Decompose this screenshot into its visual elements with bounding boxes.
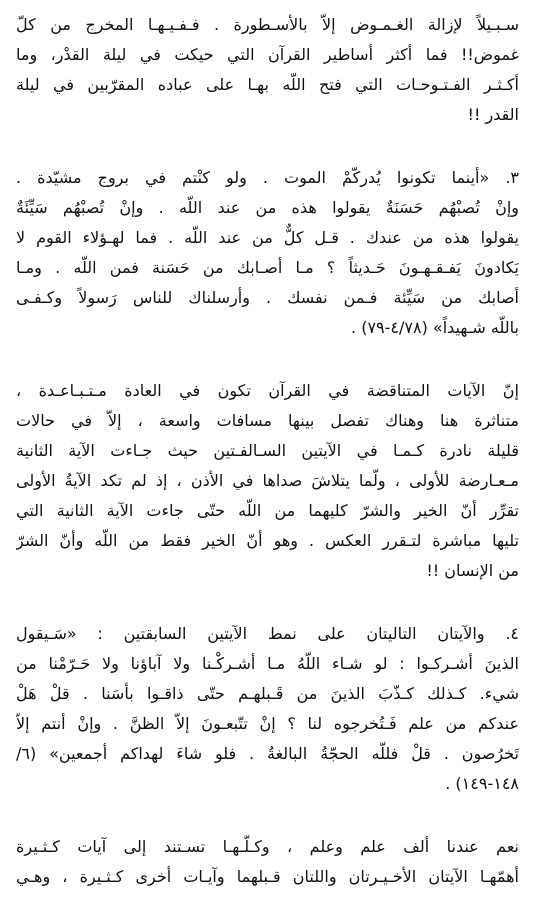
text-line: باللّه شـهيداً» (٤/٧٨-٧٩) .	[351, 318, 519, 337]
text-line: ٣. «أينما تكونوا يُدركّمْ الموت . ولو كنْتم في بروج مشيّدة .	[16, 168, 519, 187]
text-line: وإنْ تُصبْهُم حَسَنَةٌ يقولوا هذه من عند اللّه . وإنْ تُصبْهُم سَيِّئَةٌ	[16, 198, 519, 217]
text-line: تليها مباشرة لتـقرر العكس . وهو أنّ الخير فقط من اللّه وأنّ الشرّ	[16, 531, 519, 550]
paragraph-1	[16, 10, 519, 130]
text-line: عندكم من علم فَـتُخرجوه لنا ؟ إنْ تتّبعـونَ إلاّ الظنَّ . وإنْ أنتم إلاّ	[16, 714, 519, 733]
text-line: تقرِّر أنّ الخير والشرّ كليهما من اللّه حتّى جاءت الآية الثانية التي	[16, 501, 519, 520]
text-line: من الإنسان !!	[426, 561, 519, 580]
paragraph-gap	[16, 586, 519, 619]
text-line: قليلة نادرة كـمـا في الآيتين السـالفـتين حيث جـاءت الآية الثانية	[16, 441, 519, 460]
text-line: متناثرة هنا وهناك تفصل بينها مسافات واسعة ، إلاّ في حالات	[16, 411, 519, 430]
text-line: تَخرُصون . قلْ فللّه الحجّةُ البالغةُ . فلو شاءَ لهداكم أجمعين» (٦/	[16, 744, 519, 763]
text-line: شيء. كـذلك كـذّبَ الذينَ من قَـبلهـم حتّى ذاقـوا بأسَنا . قلْ هَلْ	[16, 684, 519, 703]
paragraph-2	[16, 163, 519, 343]
text-line: سـبـيلاً لإزالة الغـمـوض إلاّ بالأسـطورة . فـفـيـهـا المخرج من كلّ	[16, 15, 519, 34]
text-line: غموض!! فما أكثر أساطير القرآن التي حيكت في ليلة القدْر، وما	[16, 45, 519, 64]
text-line: نعم عندنا ألف علم وعلم ، وكـلّـهـا تسـتند إلى آيات كـثـيرة	[16, 837, 519, 856]
paragraph-3	[16, 376, 519, 586]
text-line: أصابك من سَيِّئة فـمن نفسك . وأرسلناك للناس رَسولاً وكـفـى	[16, 288, 519, 307]
text-line: إنّ الآيات المتناقضة في القرآن تكون في العادة مـتـبـاعـدة ،	[16, 381, 519, 400]
paragraph-4	[16, 619, 519, 799]
text-line: ١٤٨-١٤٩) .	[445, 774, 519, 793]
text-line: ٤. والآيتان التاليتان على نمط الآيتين السابقتين : «سَـيقول	[16, 624, 519, 643]
text-line: مـعـارضة للأولى ، ولّما يتلاشَ صداها في الأذن ، إذ لم تكد الآيةُ الأولى	[16, 471, 519, 490]
text-line: أكـثـر الفـتـوحـات التي فتح اللّه بهـا على عباده المقرّبين في ليلة	[16, 75, 519, 94]
text-line: الذينَ أشـركـوا : لو شـاء اللّهُ مـا أشـركْـنا ولا آباؤنا ولا حَـرّمْنا من	[16, 654, 519, 673]
paragraph-gap	[16, 799, 519, 832]
paragraph-5	[16, 832, 519, 892]
paragraph-gap	[16, 343, 519, 376]
text-line: القدر !!	[467, 105, 519, 124]
text-line: يَكادونَ يَفـقـهـونَ حَـديثاً ؟ مـا أصـابك من حَسَنة فمن اللّه . ومـا	[16, 258, 519, 277]
paragraph-gap	[16, 130, 519, 163]
text-line: يقولوا هذه من عندك . قـل كلٌّ من عند اللّه . فما لهـؤلاء القوم لا	[16, 228, 519, 247]
text-line: أهمّهـا الآيتان الأخـيـرتان واللتان قـبلهما وآيـات أخرى كـثـيرة ، وهـي	[16, 867, 519, 886]
